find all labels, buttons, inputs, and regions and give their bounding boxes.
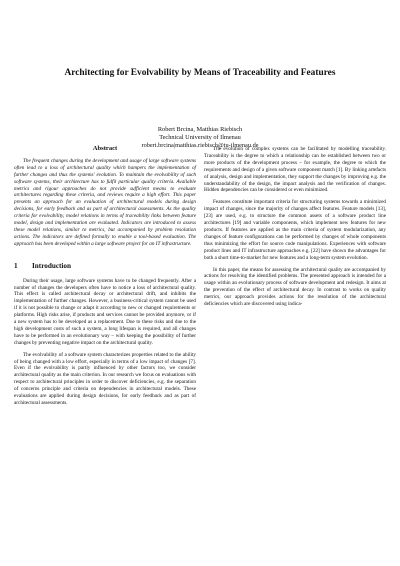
body-paragraph: In this paper, the means for assessing the architectural quality are accompanied by actions for resolving the identified problems. The presented approach is intended for a usage within an evolutionary process of software development and redesign. It aims at the prevention of the effect of architectural decay. In contrast to works on quality metrics, our approach provides actions for the resolution of the architectural deficiencies which are discovered using indica- [204, 266, 386, 308]
body-paragraph: The evolution of complex systems can be facilitated by modelling traceability. Traceability is the degree to which a relationship can be established between two or more products of the development process – for example, the degree to which the requirements and design of a given software component match [1]. By linking artefacts of analysis, design and implementation, they support the changes by improving e.g. the understandability of the design, the impact analysis and the verification of changes. Hidden dependencies can be considered or even minimized. [204, 146, 386, 194]
body-paragraph: The evolvability of a software system characterizes properties related to the ability of being changed with a low effort, especially in terms of a low impact of changes [7]. Even if the evolvability is partly influenced by other factors too, we consider architectural quality as the main criterion. In our research we focus on evaluations with respect to architectural principles in order to discover deficiencies, e.g. the separation of concerns principle and criteria on dependencies in architectural models. These evaluations are applied during design decisions, for early feedback and as part of architectural assessments. [14, 351, 196, 406]
paper-title: Architecting for Evolvability by Means of Traceability and Features [64, 68, 336, 78]
section-title: Introduction [32, 261, 72, 270]
author-names: Robert Brcina, Matthias Riebisch [157, 126, 243, 133]
body-paragraph: Features constitute important criteria for structuring systems towards a minimized impact of changes, since the majority of changes affect features. Feature models [13], [23] are used, e.g. to structure the common assets of a software product line architectures [19] and variable components, which implement new features for new products. If features are applied as the main criteria of system modularization, any changes of feature configurations can be performed by changes of whole components thus minimizing the effort for source code manipulations. Experiences with software product lines and IT infrastructure approaches e.g. [22] have shown the advantages for both a short time-to-market for new features and a long-term system evolution. [204, 199, 386, 261]
author-email: robert.brcina|matthias.riebisch@tu-ilmenau.de [141, 142, 259, 150]
right-column [204, 146, 386, 313]
body-paragraph: During their usage, large software systems have to be changed frequently. After a number of changes the developers often have to notice a loss of architectural quality. This effect is called architectural decay or architectural drift, and inhibits the implementation of further changes. However, a business-critical system cannot be used if it is not possible to change or adapt it according to new or changed requirements or platforms. High risks arise, if products and services cannot be provided anymore, or if a new system has to be developed as a replacement. Due to these risks and due to the high development costs of such a system, a long lifespan is required, and all changes have to be performed in an evolutionary way – with keeping the possibility of further changes by preventing negative impact on the architectural quality. [14, 277, 196, 346]
left-column [14, 146, 196, 412]
section-number: 1 [14, 261, 18, 270]
abstract-heading: Abstract [92, 145, 118, 152]
affiliation: Technical University of Ilmenau [159, 134, 241, 142]
abstract-text: The frequent changes during the development and usage of large software systems often lead to a loss of architectural quality which hampers the implementation of further changes and thus the systems' evolution. To maintain the evolvability of such software systems, their architecture has to fulfil particular quality criteria. Available metrics and rigour approaches do not provide sufficient means to evaluate architectures regarding these criteria, and reviews require a high effort. This paper presents an approach for an evaluation of architectural models during design decisions, for early feedback and as part of architectural assessments. As the quality criteria for evolvability, model relations in terms of traceability links between feature model, design and implementation are evaluated. Indicators are introduced to assess these model relations, similar to metrics, but accompanied by problem resolution actions. The indicators are defined formally to enable a tool-based evaluation. The approach has been developed within a large software project for an IT infrastructure. [14, 157, 196, 247]
section-heading-introduction [14, 263, 196, 270]
